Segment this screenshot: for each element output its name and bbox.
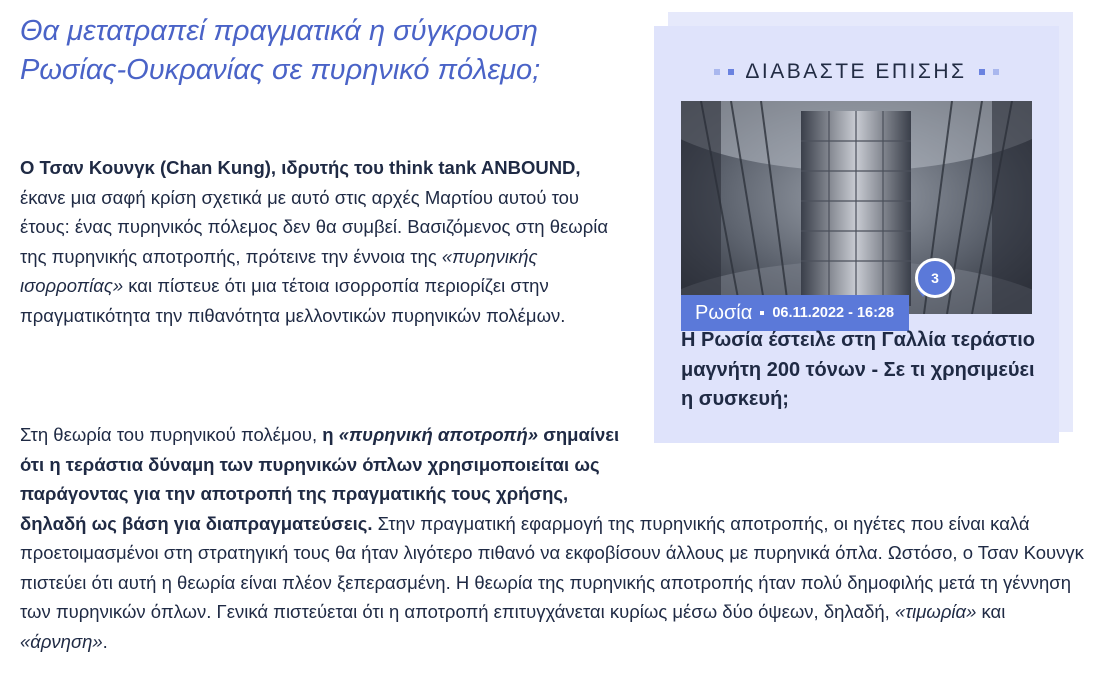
- tokamak-reactor-photo: [681, 101, 1032, 314]
- square-deco-icon: [714, 69, 720, 75]
- article-headline: Θα μετατραπεί πραγματικά η σύγκρουση Ρωσίας-Ουκρανίας σε πυρηνικό πόλεμο;: [20, 15, 541, 86]
- para1-text: έκανε μια σαφή κρίση σχετικά με αυτό στις αρχές Μαρτίου αυτού του έτους: ένας πυρηνικός πόλεμος δεν θα συμβεί. Βασιζόμενος στη θεωρία της πυρηνικής αποτροπής, πρότεινε την έννοια της: [20, 186, 609, 267]
- para2-text-end: .: [102, 630, 108, 652]
- square-deco-icon: [728, 69, 734, 75]
- read-also-title: [654, 60, 1059, 84]
- para2-bold-start: η: [322, 424, 339, 445]
- article-paragraph-1: [20, 153, 625, 330]
- read-also-headline-link[interactable]: Η Ρωσία έστειλε στη Γαλλία τεράστιο μαγνήτη 200 τόνων - Σε τι χρησιμεύει η συσκευή;: [681, 329, 1035, 410]
- para2-text: Στη θεωρία του πυρηνικού πολέμου,: [20, 424, 323, 445]
- read-also-image[interactable]: [681, 101, 1032, 314]
- para2-italic-1: «τιμωρία»: [894, 601, 977, 622]
- para2-text-and: και: [976, 601, 1006, 622]
- para2-italic-2: «άρνηση»: [20, 630, 103, 652]
- publish-date: 06.11.2022 - 16:28: [772, 305, 895, 321]
- para1-bold: Ο Τσαν Κουνγκ (Chan Kung), ιδρυτής του think tank ANBOUND,: [20, 157, 581, 178]
- read-also-box: [654, 26, 1059, 443]
- para1-italic: «πυρηνικής ισορροπίας»: [20, 245, 538, 296]
- comment-count-badge[interactable]: 3: [915, 258, 955, 298]
- square-deco-icon: [979, 69, 985, 75]
- read-also-title-text: ΔΙΑΒΑΣΤΕ ΕΠΙΣΗΣ: [745, 60, 967, 83]
- para2-text-mid: Στην πραγματική εφαρμογή της πυρηνικής αποτροπής, οι ηγέτες που είναι καλά προετοιμασμένοι στη στρατηγική τους θα ήταν λιγότερο πιθανό να εκφοβίσουν άλλους με πυρηνικά όπλα. Ωστόσο, ο Τσαν Κουνγκ πιστεύει ότι αυτή η θεωρία είναι πλέον ξεπερασμένη. Η θεωρία της πυρηνικής αποτροπής ήταν πολύ δημοφιλής μετά τη γέννηση των πυρηνικών όπλων. Γενικά πιστεύεται ότι η αποτροπή επιτυγχάνεται κυρίως μέσω δύο όψεων, δηλαδή,: [20, 512, 1084, 622]
- category-link[interactable]: Ρωσία: [695, 301, 753, 324]
- para1-text-end: και πίστευε ότι μια τέτοια ισορροπία περιορίζει στην πραγματικότητα την πιθανότητα μελλοντικών πυρηνικών πολέμων.: [20, 275, 566, 326]
- para2-bold-italic: «πυρηνική αποτροπή»: [338, 424, 539, 445]
- square-deco-icon: [993, 69, 999, 75]
- para2-bold: σημαίνει ότι η τεράστια δύναμη των πυρηνικών όπλων χρησιμοποιείται ως παράγοντας για την αποτροπή της πραγματικής τους χρήσης, δηλαδή ως βάση για διαπραγματεύσεις.: [20, 424, 620, 534]
- article-paragraph-2: [20, 420, 1095, 656]
- separator-dot-icon: [760, 311, 764, 315]
